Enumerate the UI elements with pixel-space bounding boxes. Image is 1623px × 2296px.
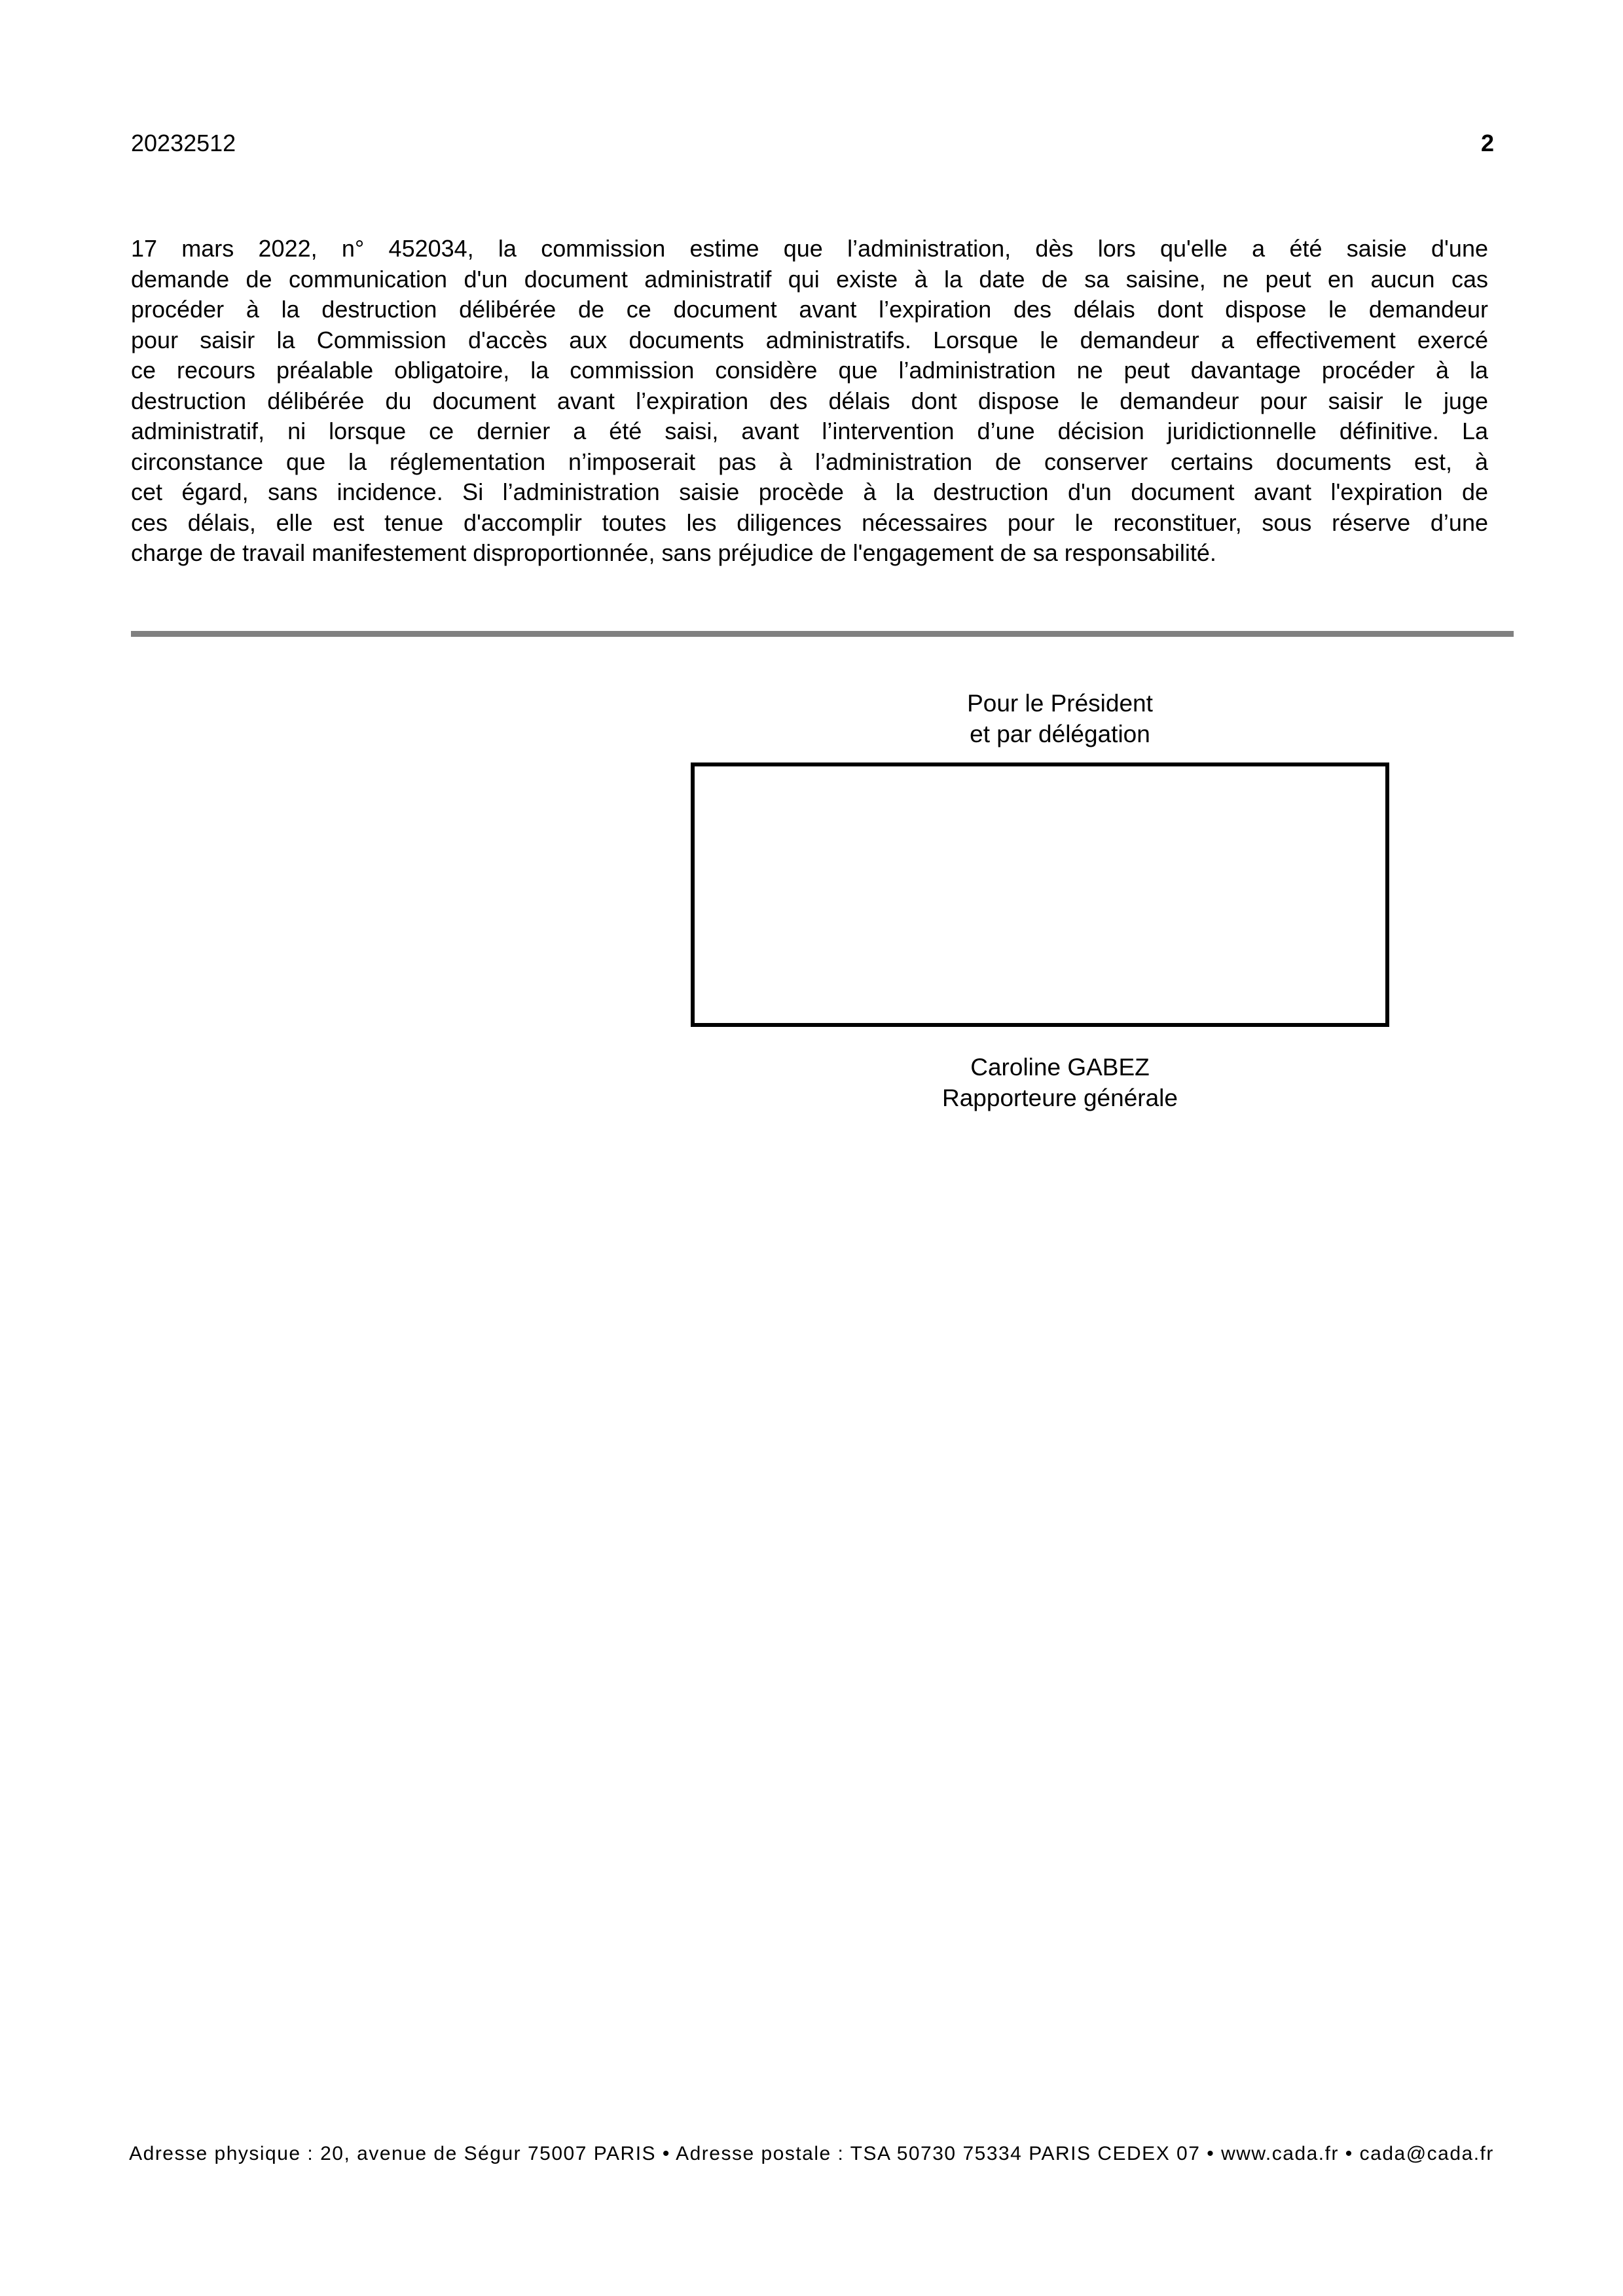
signature-box — [691, 762, 1389, 1027]
signature-heading — [691, 689, 1429, 749]
paragraph-line: administratif, ni lorsque ce dernier a été saisi, avant l’intervention d’une décision juridictionnelle définitive. La — [131, 418, 1488, 444]
paragraph-line: procéder à la destruction délibérée de ce document avant l’expiration des délais dont dispose le demandeur — [131, 296, 1488, 323]
paragraph-line: ces délais, elle est tenue d'accomplir toutes les diligences nécessaires pour le reconstituer, sous réserve d’une — [131, 509, 1488, 536]
signatory-title: Rapporteure générale — [942, 1084, 1178, 1111]
signatory-name: Caroline GABEZ — [970, 1054, 1150, 1081]
paragraph-line: charge de travail manifestement disproportionnée, sans préjudice de l'engagement de sa responsabilité. — [131, 539, 1216, 566]
paragraph-line: destruction délibérée du document avant l’expiration des délais dont dispose le demandeur pour saisir le juge — [131, 387, 1488, 414]
signature-heading-line2: et par délégation — [970, 720, 1150, 747]
paragraph-line: circonstance que la réglementation n’imposerait pas à l’administration de conserver certains documents est, à — [131, 448, 1488, 475]
signature-identity — [691, 1052, 1429, 1113]
paragraph-line: ce recours préalable obligatoire, la commission considère que l’administration ne peut davantage procéder à la — [131, 357, 1488, 384]
separator-rule — [131, 631, 1514, 637]
body-paragraph — [131, 234, 1488, 569]
paragraph-line: cet égard, sans incidence. Si l’administration saisie procède à la destruction d'un document avant l'expiration de — [131, 478, 1488, 505]
footer-address: Adresse physique : 20, avenue de Ségur 75007 PARIS • Adresse postale : TSA 50730 75334 PARIS CEDEX 07 • www.cada.fr • cada@cada.fr — [129, 2143, 1494, 2164]
paragraph-line: pour saisir la Commission d'accès aux documents administratifs. Lorsque le demandeur a effectivement exercé — [131, 326, 1488, 353]
paragraph-line: demande de communication d'un document administratif qui existe à la date de sa saisine, ne peut en aucun cas — [131, 265, 1488, 293]
paragraph-line: 17 mars 2022, n° 452034, la commission estime que l’administration, dès lors qu'elle a été saisie d'une — [131, 235, 1488, 262]
page-number: 2 — [1480, 130, 1494, 156]
document-reference: 20232512 — [131, 130, 236, 156]
signature-heading-line1: Pour le Président — [967, 690, 1153, 717]
